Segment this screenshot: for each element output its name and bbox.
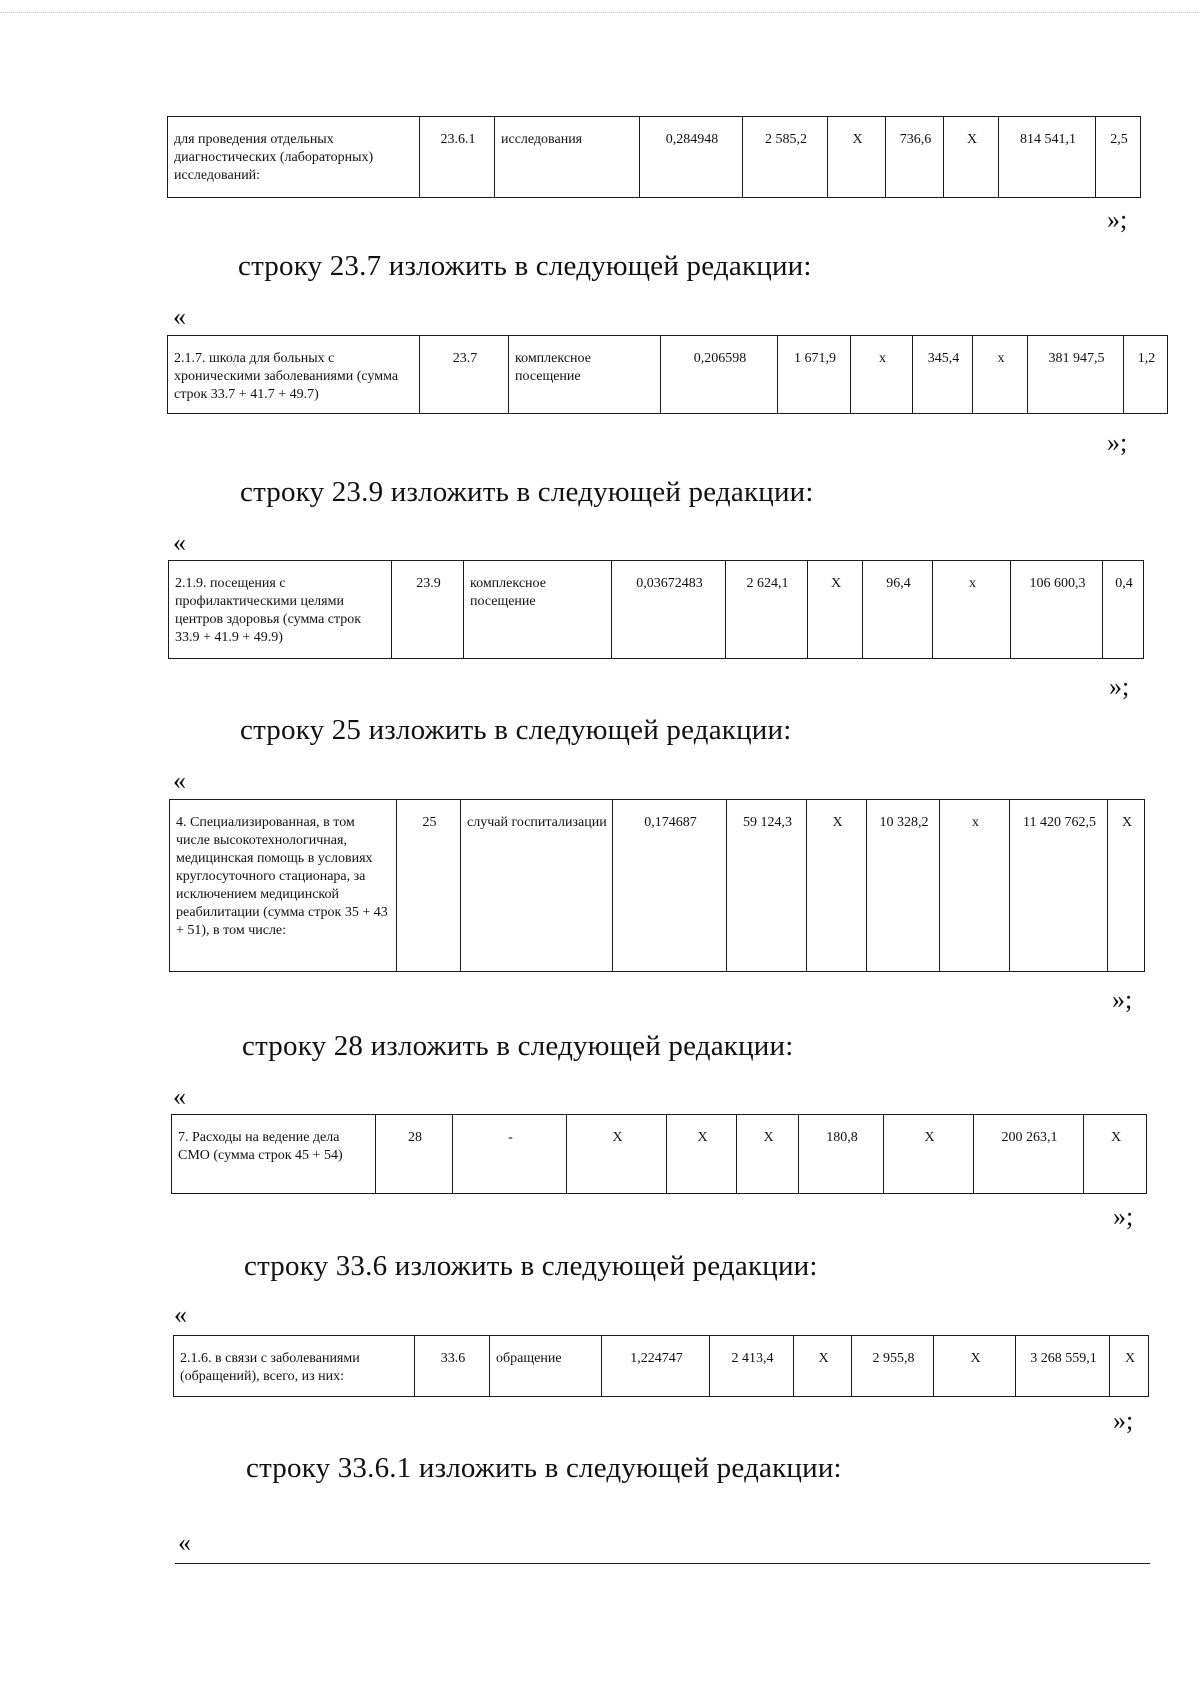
- table-row: [170, 800, 1145, 972]
- cell-volume: 0,03672483: [612, 561, 726, 659]
- cell-oms-per-capita: 736,6: [886, 117, 944, 198]
- cell-percent: 1,2: [1124, 336, 1168, 414]
- amendment-table: [173, 1335, 1149, 1397]
- cell-name: 7. Расходы на ведение дела СМО (сумма строк 45 + 54): [172, 1115, 376, 1194]
- closing-quote: »;: [1113, 1406, 1134, 1435]
- table-row-23-6-1: [167, 116, 1141, 198]
- cell-name: для проведения отдельных диагностических (лабораторных) исследований:: [168, 117, 420, 198]
- table-row: [169, 561, 1144, 659]
- cell-cost: 2 624,1: [726, 561, 808, 659]
- cell-oms-total: 200 263,1: [974, 1115, 1084, 1194]
- cell-unit: -: [453, 1115, 567, 1194]
- cell-budget-total: х: [973, 336, 1028, 414]
- cell-row-number: 25: [397, 800, 461, 972]
- cell-volume: 0,206598: [661, 336, 778, 414]
- cell-unit: исследования: [495, 117, 640, 198]
- cell-percent: 2,5: [1096, 117, 1141, 198]
- cell-percent: Х: [1110, 1336, 1149, 1397]
- cell-budget: Х: [808, 561, 863, 659]
- cell-percent: Х: [1084, 1115, 1147, 1194]
- opening-quote: «: [178, 1528, 191, 1557]
- cell-oms-total: 3 268 559,1: [1016, 1336, 1110, 1397]
- cell-budget: Х: [807, 800, 867, 972]
- cell-budget-total: х: [933, 561, 1011, 659]
- cell-budget: Х: [737, 1115, 799, 1194]
- opening-quote: «: [173, 1082, 186, 1111]
- cell-unit: случай госпитализации: [461, 800, 613, 972]
- table-row: [172, 1115, 1147, 1194]
- amendment-table: [167, 335, 1168, 414]
- cell-oms-per-capita: 345,4: [913, 336, 973, 414]
- cell-budget: Х: [794, 1336, 852, 1397]
- cell-volume: 1,224747: [602, 1336, 710, 1397]
- opening-quote: «: [173, 766, 186, 795]
- cell-volume: 0,284948: [640, 117, 743, 198]
- cell-budget: Х: [828, 117, 886, 198]
- table-row: [168, 336, 1168, 414]
- cell-name: 4. Специализированная, в том числе высокотехнологичная, медицинская помощь в условиях круглосуточного стационара, за исключением медицинской реабилитации (сумма строк 35 + 43 + 51), в том числе:: [170, 800, 397, 972]
- cell-oms-per-capita: 96,4: [863, 561, 933, 659]
- table-row-28: [171, 1114, 1147, 1194]
- cell-name: 2.1.9. посещения с профилактическими целями центров здоровья (сумма строк 33.9 + 41.9 + 49.9): [169, 561, 392, 659]
- section-heading-23-9: строку 23.9 изложить в следующей редакции:: [240, 476, 814, 508]
- cell-budget-total: Х: [944, 117, 999, 198]
- cell-budget-total: Х: [934, 1336, 1016, 1397]
- cell-volume: Х: [567, 1115, 667, 1194]
- cell-cost: 2 585,2: [743, 117, 828, 198]
- cell-row-number: 23.7: [420, 336, 509, 414]
- section-heading-23-7: строку 23.7 изложить в следующей редакции:: [238, 250, 812, 282]
- scan-edge-line: [0, 12, 1200, 13]
- cell-volume: 0,174687: [613, 800, 727, 972]
- cell-oms-per-capita: 10 328,2: [867, 800, 940, 972]
- closing-quote: »;: [1109, 672, 1130, 701]
- cell-budget-total: Х: [884, 1115, 974, 1194]
- cell-unit: комплексное посещение: [509, 336, 661, 414]
- table-row: [168, 117, 1141, 198]
- opening-quote: «: [174, 1300, 187, 1329]
- amendment-table: [171, 1114, 1147, 1194]
- closing-quote: »;: [1112, 985, 1133, 1014]
- cell-cost: Х: [667, 1115, 737, 1194]
- cell-budget-total: х: [940, 800, 1010, 972]
- section-heading-28: строку 28 изложить в следующей редакции:: [242, 1030, 794, 1062]
- cell-budget: х: [851, 336, 913, 414]
- cell-cost: 1 671,9: [778, 336, 851, 414]
- cell-row-number: 23.9: [392, 561, 464, 659]
- amendment-table: [169, 799, 1145, 972]
- cell-name: 2.1.6. в связи с заболеваниями (обращений), всего, из них:: [174, 1336, 415, 1397]
- cell-row-number: 23.6.1: [420, 117, 495, 198]
- table-row-23-7: [167, 335, 1168, 414]
- section-heading-25: строку 25 изложить в следующей редакции:: [240, 714, 792, 746]
- closing-quote: »;: [1107, 205, 1128, 234]
- closing-quote: »;: [1113, 1202, 1134, 1231]
- closing-quote: »;: [1107, 428, 1128, 457]
- opening-quote: «: [173, 528, 186, 557]
- table-row-23-9: [168, 560, 1144, 659]
- table-row: [174, 1336, 1149, 1397]
- cell-unit: обращение: [490, 1336, 602, 1397]
- table-row-33-6: [173, 1335, 1149, 1397]
- cell-percent: Х: [1108, 800, 1145, 972]
- amendment-table: [168, 560, 1144, 659]
- cell-name: 2.1.7. школа для больных с хроническими заболеваниями (сумма строк 33.7 + 41.7 + 49.7): [168, 336, 420, 414]
- section-heading-33-6: строку 33.6 изложить в следующей редакции:: [244, 1250, 818, 1282]
- cell-oms-total: 381 947,5: [1028, 336, 1124, 414]
- section-heading-33-6-1: строку 33.6.1 изложить в следующей редакции:: [246, 1452, 842, 1484]
- cell-row-number: 33.6: [415, 1336, 490, 1397]
- opening-quote: «: [173, 302, 186, 331]
- cell-oms-total: 814 541,1: [999, 117, 1096, 198]
- amendment-table: [167, 116, 1141, 198]
- cell-unit: комплексное посещение: [464, 561, 612, 659]
- cell-oms-per-capita: 180,8: [799, 1115, 884, 1194]
- cell-oms-total: 11 420 762,5: [1010, 800, 1108, 972]
- table-top-rule: [175, 1563, 1150, 1564]
- cell-oms-per-capita: 2 955,8: [852, 1336, 934, 1397]
- cell-percent: 0,4: [1103, 561, 1144, 659]
- cell-cost: 2 413,4: [710, 1336, 794, 1397]
- table-row-25: [169, 799, 1145, 972]
- cell-cost: 59 124,3: [727, 800, 807, 972]
- cell-row-number: 28: [376, 1115, 453, 1194]
- cell-oms-total: 106 600,3: [1011, 561, 1103, 659]
